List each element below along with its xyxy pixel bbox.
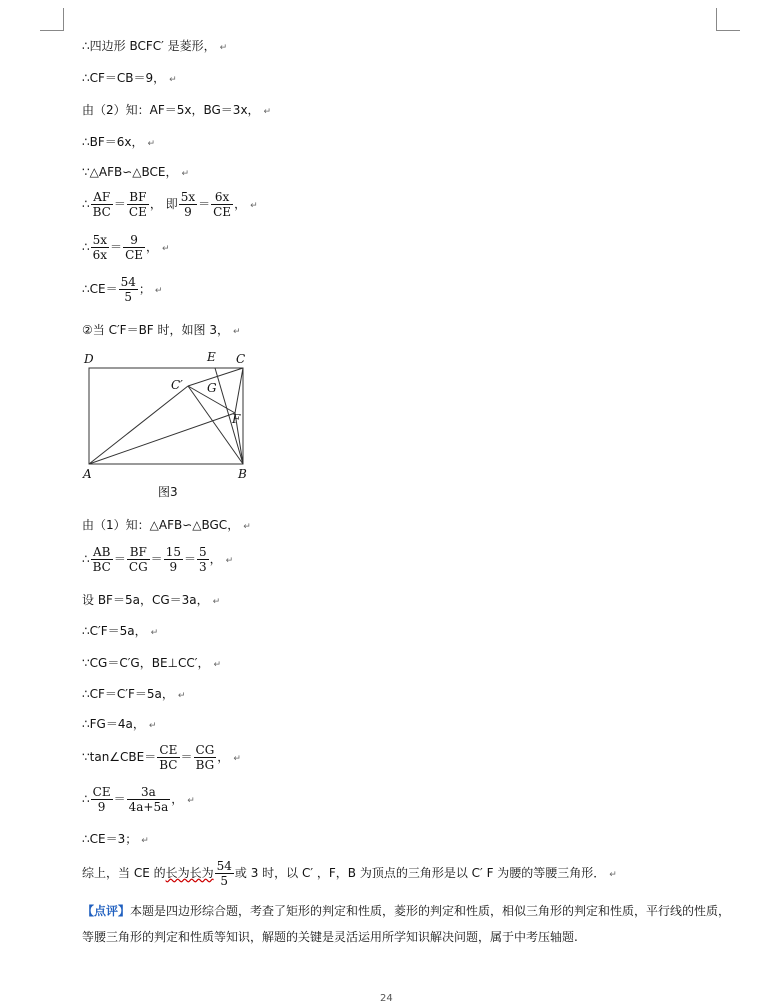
summary-line: 综上，当 CE 的长为长为 $\frac{54}{5}$ 或 3 时，以 C′ ，F，B 为顶点的三角形是以 C′ F 为腰的等腰三角形． ↵ [82,859,617,888]
fraction-bf-cg: $\frac{BF}{CG}$ [128,545,148,574]
fraction-9-ce: $\frac{9}{CE}$ [125,233,144,262]
segment-a-cprime [89,386,188,464]
comment-paragraph [82,898,732,950]
fraction-summary-54-5: $\frac{54}{5}$ [216,859,232,888]
figure-3 [80,346,260,498]
line-12: 设 BF＝5a，CG＝3a， ↵ [82,593,221,607]
fraction-ab-bc: $\frac{AB}{BC}$ [92,545,111,574]
point-g: G [207,381,217,395]
line-13: ∴C′F＝5a， ↵ [82,624,159,638]
fraction-5x-9: $\frac{5x}{9}$ [180,190,196,219]
line-2: ∴CF＝CB＝9， ↵ [82,71,177,85]
line-1: ∴四边形 BCFC′ 是菱形， ↵ [82,39,228,53]
fraction-af-bc: $\frac{AF}{BC}$ [92,190,111,219]
line-18-proportion: ∴ $\frac{CE}{9}$ ＝ $\frac{3a}{4a+5a}$ ， ↵ [82,785,195,814]
segment-a-f [89,413,235,464]
line-7-proportion: ∴ $\frac{5x}{6x}$ ＝ $\frac{9}{CE}$ ， ↵ [82,233,170,262]
crop-mark-top-right [716,8,717,30]
comment-text: 本题是四边形综合题，考查了矩形的判定和性质，菱形的判定和性质，相似三角形的判定和性质，平行线的性质，等腰三角形的判定和性质等知识，解题的关键是灵活运用所学知识解决问题，属于中考压轴题. [82,904,731,944]
line-16: ∴FG＝4a， ↵ [82,717,157,731]
fraction-ce-9: $\frac{CE}{9}$ [92,785,111,814]
point-c: C [236,352,246,366]
point-b: B [238,467,247,481]
fraction-5x-6x: $\frac{5x}{6x}$ [92,233,108,262]
line-15: ∴CF＝C′F＝5a， ↵ [82,687,186,701]
line-5: ∵△AFB∽△BCE， ↵ [82,165,190,179]
line-9: ②当 C′F＝BF 时，如图 3， ↵ [82,323,241,337]
line-3: 由（2）知：AF＝5x，BG＝3x， ↵ [82,103,272,117]
point-d: D [84,352,94,366]
wavy-underline-text: 长为长为 [165,866,214,880]
line-17-tan: ∵tan∠CBE＝ $\frac{CE}{BC}$ ＝ $\frac{CG}{BG}$ ， ↵ [82,743,241,772]
line-6-proportion: ∴ $\frac{AF}{BC}$ ＝ $\frac{BF}{CE}$ ， 即 $\frac{5x}{9}$ ＝ $\frac{6x}{CE}$ ， ↵ [82,190,258,219]
point-f: F [232,412,241,426]
line-14: ∵CG＝C′G，BE⊥CC′， ↵ [82,656,222,670]
comment-tag: 【点评】 [82,904,131,918]
line-4: ∴BF＝6x， ↵ [82,135,156,149]
fraction-54-5: $\frac{54}{5}$ [120,275,136,304]
fraction-6x-ce: $\frac{6x}{CE}$ [213,190,232,219]
fraction-ce-bc: $\frac{CE}{BC}$ [159,743,178,772]
line-19: ∴CE＝3； ↵ [82,832,149,846]
line-11-proportion: ∴ $\frac{AB}{BC}$ ＝ $\frac{BF}{CG}$ ＝ $\frac{15}{9}$ ＝ $\frac{5}{3}$ ， ↵ [82,545,234,574]
rectangle-abcd [89,368,243,464]
line-8-ce-value: ∴CE＝ $\frac{54}{5}$ ； ↵ [82,275,163,304]
fraction-5-3: $\frac{5}{3}$ [198,545,207,574]
crop-mark-top-left [63,8,64,30]
crop-mark-top-left-h [40,30,64,31]
line-10: 由（1）知：△AFB∽△BGC， ↵ [82,518,251,532]
crop-mark-top-right-h [716,30,740,31]
point-a: A [83,467,92,481]
fraction-15-9: $\frac{15}{9}$ [165,545,181,574]
fraction-bf-ce: $\frac{BF}{CE}$ [128,190,147,219]
fraction-cg-bg: $\frac{CG}{BG}$ [195,743,215,772]
figure-caption: 图3 [158,485,178,498]
point-c-prime: C′ [171,378,183,392]
point-e: E [207,350,216,364]
fraction-3a-9a: $\frac{3a}{4a+5a}$ [128,785,169,814]
page-number: 24 [380,993,393,1004]
segment-c-f [235,368,243,413]
